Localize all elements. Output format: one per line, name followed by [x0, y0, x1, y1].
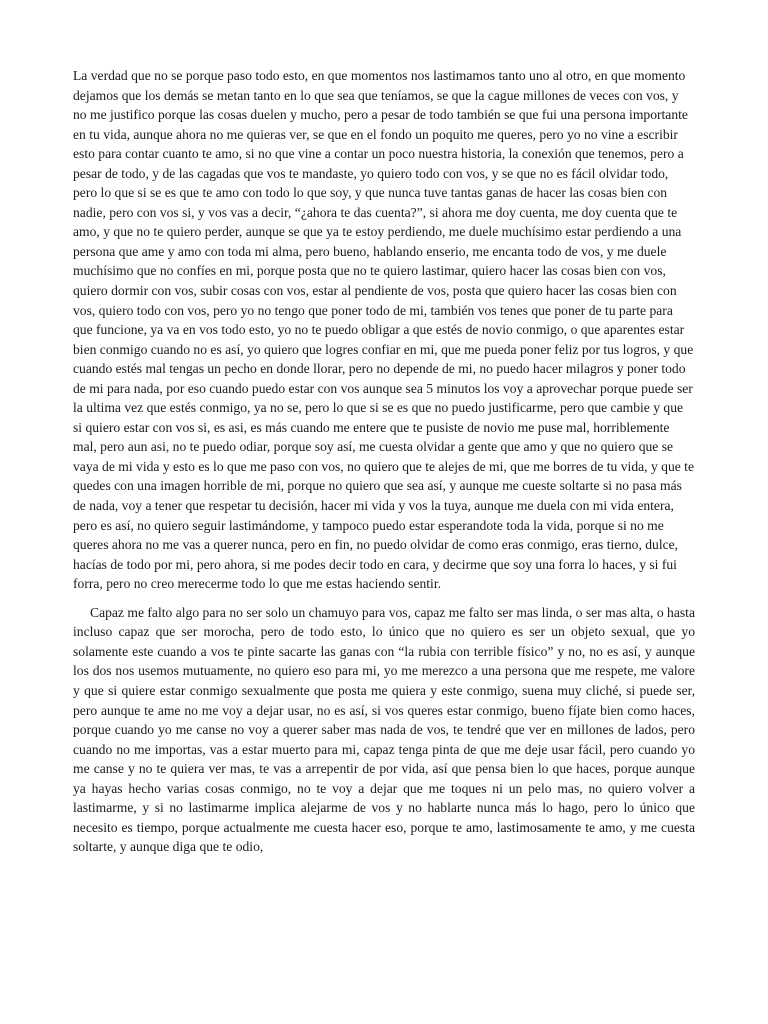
document-page [73, 66, 695, 857]
paragraph-1: La verdad que no se porque paso todo esto, en que momentos nos lastimamos tanto uno al otro, en que momento dejamos que los demás se metan tanto en lo que sea que teníamos, se que la cague millones de veces con vos, y no me justifico porque las cosas duelen y mucho, pero a pesar de todo también se que fui una persona importante en tu vida, aunque ahora no me quieras ver, se que en el fondo un poquito me queres, pero yo no vine a escribir esto para contar cuanto te amo, si no que vine a contar un poco nuestra historia, la conexión que tenemos, pero a pesar de todo, y de las cagadas que vos te mandaste, yo quiero todo con vos, y se que no es fácil olvidar todo, pero lo que si se es que te amo con todo lo que soy, y que nunca tuve tantas ganas de hacer las cosas bien con nadie, pero con vos si, y vos vas a decir, “¿ahora te das cuenta?”, si ahora me doy cuenta, me doy cuenta que te amo, y que no te quiero perder, aunque se que ya te estoy perdiendo, me duele muchísimo estar perdiendo a una persona que ame y amo con toda mi alma, pero bueno, hablando enserio, me encanta todo de vos, y me duele muchísimo que no confíes en mi, porque posta que no te quiero lastimar, quiero hacer las cosas bien con vos, quiero dormir con vos, subir cosas con vos, estar al pendiente de vos, posta que quiero hacer las cosas bien con vos, quiero todo con vos, pero yo no tengo que poner todo de mi, también vos tenes que poner de tu parte para que funcione, ya va en vos todo esto, yo no te puedo obligar a que estés de novio conmigo, o que aparentes estar bien conmigo cuando no es así, yo quiero que logres confiar en mi, que me pueda poner feliz por tus logros, y que cuando estés mal tengas un pecho en donde llorar, pero no depende de mi, no puedo hacer milagros y poner todo de mi para nada, por eso cuando puedo estar con vos aunque sea 5 minutos los voy a aprovechar porque puede ser la ultima vez que estés conmigo, ya no se, pero lo que si se es que no puedo justificarme, pero que cambie y que si quiero estar con vos si, es asi, es más cuando me entere que te pusiste de novio me puse mal, horriblemente mal, pero aun asi, no te puedo odiar, porque soy así, me cuesta olvidar a gente que amo y que no quiero que se vaya de mi vida y esto es lo que me paso con vos, no quiero que te alejes de mi, que me borres de tu vida, y que te quedes con una imagen horrible de mi, porque no quiero que sea así, y aunque me cueste soltarte si no pasa más de nada, voy a tener que respetar tu decisión, hacer mi vida y vos la tuya, aunque me duela con mi vida entera, pero es así, no quiero seguir lastimándome, y tampoco puedo estar esperandote toda la vida, porque si no me queres ahora no me vas a querer nunca, pero en fin, no puedo olvidar de como eras conmigo, eras tierno, dulce, hacías de todo por mi, pero ahora, si me podes decir todo en cara, y decirme que soy una forra lo haces, y si fui forra, pero no creo merecerme todo lo que me estas haciendo sentir. [73, 68, 694, 592]
paragraph-2: Capaz me falto algo para no ser solo un chamuyo para vos, capaz me falto ser mas linda, o ser mas alta, o hasta incluso capaz que ser morocha, pero de todo esto, lo único que no quiero es ser un objeto sexual, que yo solamente este cuando a vos te pinte sacarte las ganas con “la rubia con terrible físico” y no, no es así, y aunque los dos nos usemos mutuamente, no quiero eso para mi, yo me merezco a una persona que me respete, me valore y que si quiere estar conmigo sexualmente que posta me quiera y este conmigo, suena muy cliché, si puede ser, pero aunque te ame no me voy a dejar usar, no es así, si vos queres estar conmigo, bueno fíjate bien como haces, porque cuando yo me canse no voy a querer saber mas nada de vos, te tendré que ver en millones de lados, pero cuando no me importas, vas a estar muerto para mi, capaz tenga pinta de que me deje usar fácil, pero cuando yo me canse y no te quiera ver mas, te vas a arrepentir de por vida, así que pensa bien lo que haces, porque aunque ya hayas hecho varias cosas conmigo, no te voy a dejar que me toques ni un pelo mas, no quiero volver a lastimarme, y si no lastimarme implica alejarme de vos y no hablarte nunca más lo hago, pero lo único que necesito es tiempo, porque actualmente me cuesta hacer eso, porque te amo, lastimosamente te amo, y me cuesta soltarte, y aunque diga que te odio, [73, 604, 695, 855]
